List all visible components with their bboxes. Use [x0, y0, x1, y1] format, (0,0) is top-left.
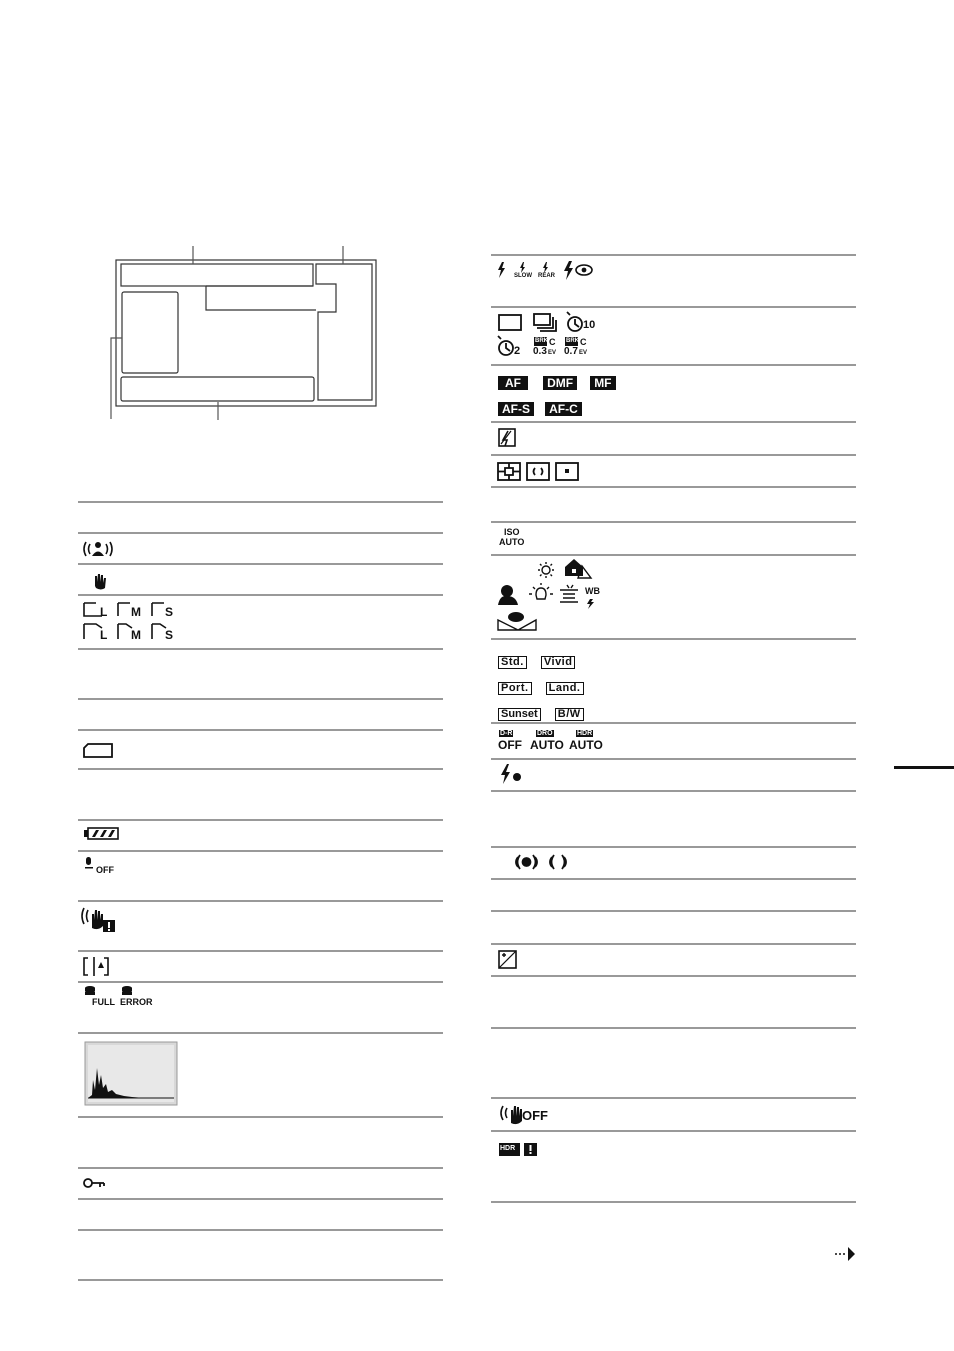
brk-ev-label-2: EV: [579, 350, 588, 356]
steadyshot-off-icon: [501, 1106, 522, 1124]
flash-slow-label: SLOW: [514, 273, 532, 279]
selftimer-2-label: 2: [514, 345, 521, 357]
histogram-thumbnail: [85, 1042, 177, 1105]
style-vivid-icon: Vivid: [541, 656, 576, 669]
selftimer-10-label: 10: [583, 319, 596, 331]
mic-off-label: OFF: [96, 865, 114, 875]
style-sunset-icon: Sunset: [498, 708, 541, 721]
size-m-label: M: [131, 605, 141, 619]
dr-badge: D-R: [500, 730, 513, 737]
steadyshot-off-label: OFF: [522, 1108, 548, 1123]
af-c-icon: AF-C: [545, 402, 582, 416]
dro-auto-label: AUTO: [530, 738, 564, 752]
memory-stack-icons: [85, 986, 132, 995]
flash-compensation-icon: [499, 429, 515, 446]
iso-auto-label: AUTO: [499, 537, 525, 547]
protect-key-icon: [84, 1179, 104, 1187]
white-balance-icons: [498, 559, 594, 630]
creative-style-row2: [498, 676, 593, 695]
memory-card-icon: [84, 744, 112, 757]
size-s-label: S: [165, 605, 174, 619]
af-s-icon: AF-S: [498, 402, 534, 416]
flash-rear-label: REAR: [538, 273, 556, 279]
style-land-icon: Land.: [546, 682, 584, 695]
dro-badge: DRO: [537, 730, 553, 737]
style-port-icon: Port.: [498, 682, 532, 695]
side-tab-marker: [894, 766, 954, 769]
size-s-wide-label: S: [165, 628, 174, 642]
camera-shake-warning-icon: [82, 908, 115, 932]
style-bw-icon: B/W: [555, 708, 584, 721]
hdr-auto-label: AUTO: [569, 738, 603, 752]
dr-off-label: OFF: [498, 738, 522, 752]
mf-icon: MF: [590, 376, 615, 390]
style-std-icon: Std.: [498, 656, 527, 669]
brk-03-label: 0.3: [533, 346, 547, 357]
image-size-icons: [84, 603, 166, 642]
exposure-compensation-icon: [499, 951, 516, 968]
brk-label-2: BRK: [566, 338, 579, 344]
hdr-warning-label: HDR: [500, 1145, 516, 1152]
face-detection-icon: [84, 542, 112, 556]
battery-icon: [84, 828, 118, 839]
recording-folder-icon: [84, 957, 108, 976]
af-icon: AF: [498, 376, 528, 390]
memory-error-label: ERROR: [120, 997, 153, 1007]
flash-lock-icon: [501, 764, 521, 784]
creative-style-row1: [498, 650, 584, 669]
size-l-wide-label: L: [100, 628, 108, 642]
metering-mode-icons: [498, 463, 578, 480]
creative-style-row3: [498, 702, 593, 721]
brk-07-label: 0.7: [564, 346, 578, 357]
brk-c-label-2: C: [580, 337, 587, 347]
af-range-icons: [516, 855, 566, 869]
mic-icon: [85, 857, 93, 869]
memory-full-label: FULL: [92, 997, 115, 1007]
screen-diagram: [111, 246, 376, 420]
hdr-badge: HDR: [577, 730, 593, 737]
focus-mode-icons-row2: [498, 398, 588, 417]
brk-label-1: BRK: [535, 338, 548, 344]
focus-mode-icons-row1: [498, 372, 622, 391]
continue-arrow-icon: [835, 1247, 855, 1261]
iso-label: ISO: [504, 527, 520, 537]
wb-label: WB: [585, 586, 600, 596]
size-l-label: L: [100, 605, 108, 619]
brk-c-label-1: C: [549, 337, 556, 347]
handheld-twilight-icon: [83, 573, 106, 590]
size-m-wide-label: M: [131, 628, 141, 642]
brk-ev-label-1: EV: [548, 350, 557, 356]
dmf-icon: DMF: [543, 376, 577, 390]
